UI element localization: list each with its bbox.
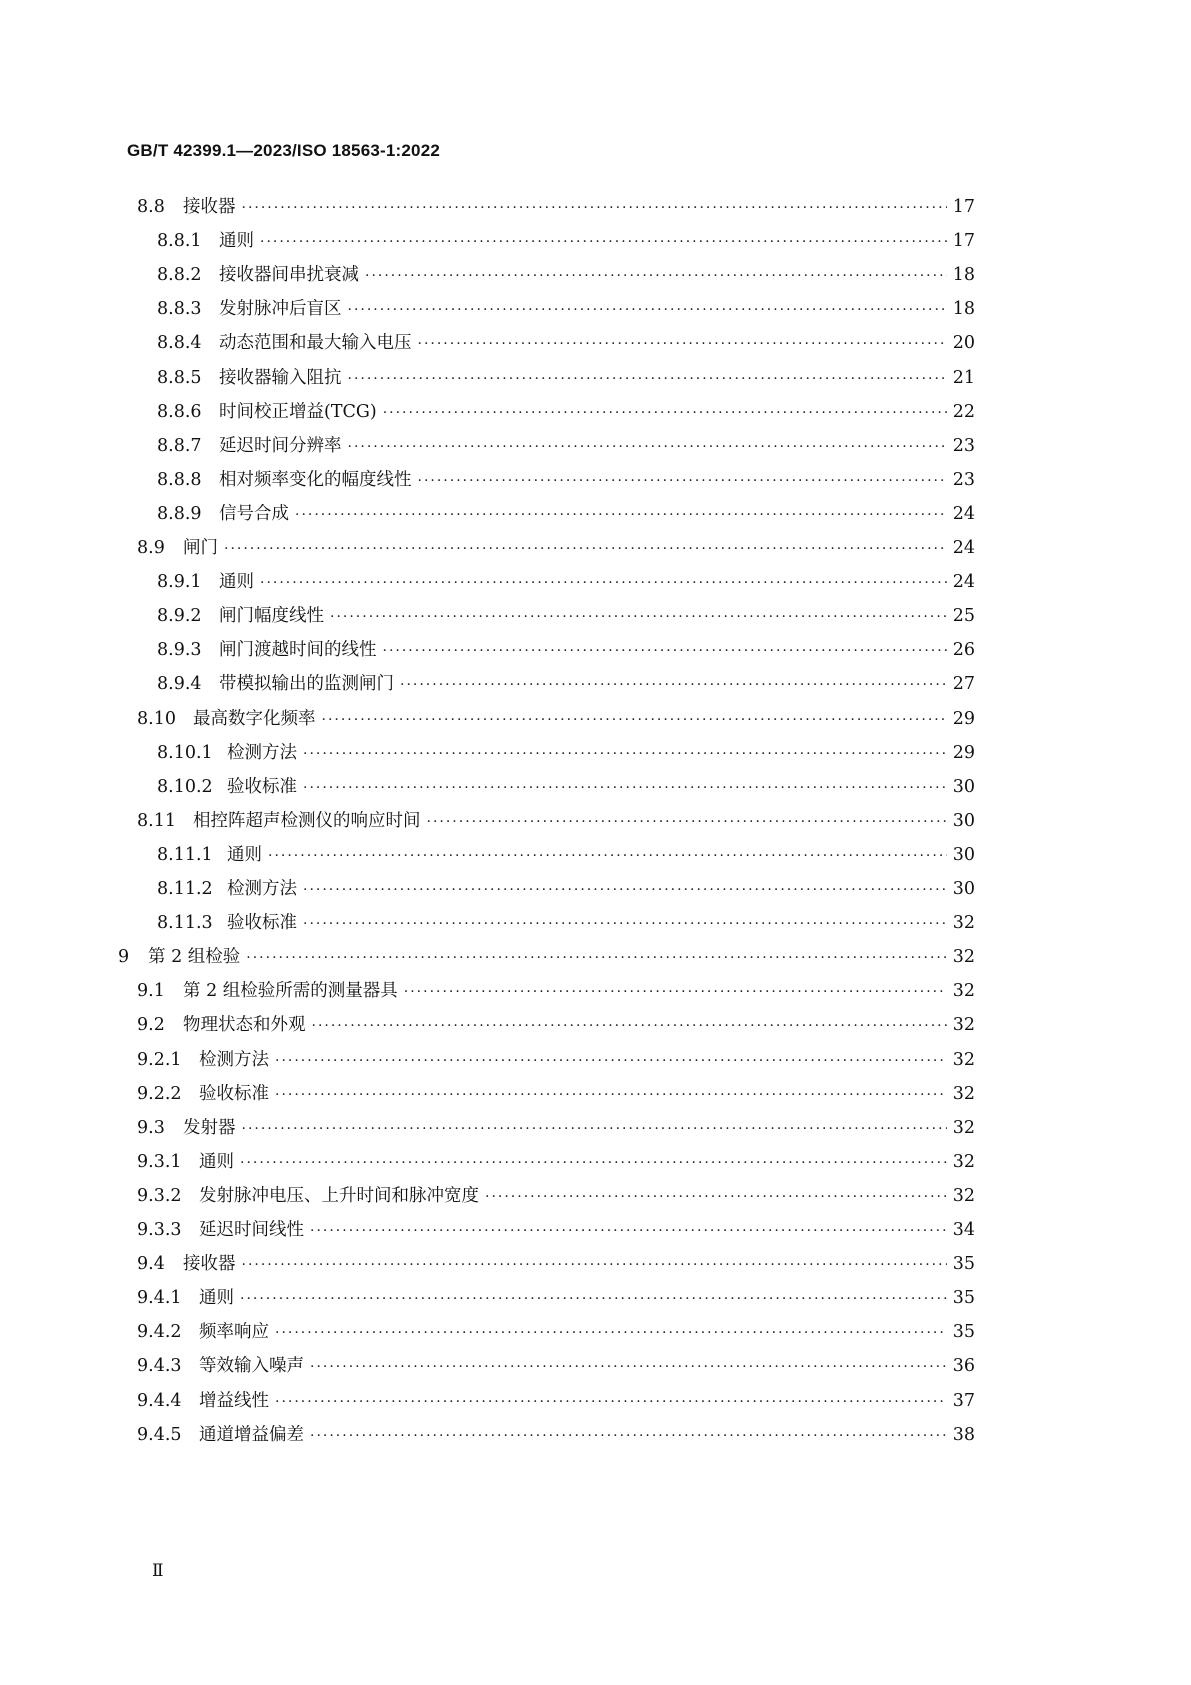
toc-leader-dots [310,1428,947,1444]
toc-leader-dots [260,575,947,591]
toc-entry[interactable] [157,739,975,765]
toc-title: 相对频率变化的幅度线性 [219,469,412,490]
toc-leader-dots [242,1121,947,1137]
toc-page-number: 18 [952,299,975,320]
toc-entry[interactable] [157,329,975,355]
toc-leader-dots [295,507,947,523]
toc-entry[interactable] [137,1114,975,1140]
toc-entry[interactable] [137,1352,975,1378]
toc-title: 闸门渡越时间的线性 [219,640,377,661]
toc-leader-dots [246,950,946,966]
toc-title: 检测方法 [227,879,297,899]
toc-title: 第 2 组检验 [148,947,241,968]
toc-page-number: 32 [952,1151,975,1172]
toc-entry[interactable] [157,466,975,492]
toc-title: 接收器间串扰衰减 [219,265,359,286]
toc-number: 8.8.8 [157,469,202,490]
toc-entry[interactable] [137,807,975,833]
toc-number: 9.4.5 [137,1424,182,1445]
toc-number: 8.11.3 [157,913,213,934]
toc-leader-dots [260,234,947,250]
toc-title: 通则 [227,844,262,865]
toc-entry[interactable] [157,364,975,390]
toc-number: 9.4.3 [137,1356,182,1377]
toc-leader-dots [303,882,947,898]
toc-leader-dots [348,302,947,318]
toc-number: 8.8.3 [157,299,202,320]
toc-title: 通则 [199,1288,234,1309]
toc-entry[interactable] [137,1011,975,1037]
toc-title: 带模拟输出的监测闸门 [219,674,394,695]
toc-number: 8.9 [137,538,165,558]
document-header: GB/T 42399.1—2023/ISO 18563-1:2022 [127,141,440,160]
toc-leader-dots [303,746,947,762]
toc-leader-dots [418,336,947,352]
toc-entry[interactable] [157,841,975,867]
toc-page-number: 37 [952,1390,975,1411]
toc-title: 闸门幅度线性 [219,606,324,627]
toc-number: 8.8.9 [157,503,202,524]
toc-number: 9.4 [137,1254,165,1275]
toc-number: 9.2 [137,1015,165,1036]
toc-leader-dots [330,609,947,625]
toc-number: 9 [118,947,130,968]
toc-entry[interactable] [137,1284,975,1310]
toc-page-number: 24 [952,503,975,524]
toc-page-number: 32 [952,1117,975,1138]
toc-page-number: 26 [952,640,975,661]
toc-entry[interactable] [157,875,975,901]
toc-leader-dots [310,1359,947,1375]
toc-title: 增益线性 [199,1390,269,1411]
toc-page-number: 30 [952,844,975,865]
toc-page-number: 23 [952,469,975,490]
toc-page-number: 32 [952,1015,975,1036]
toc-entry[interactable] [157,261,975,287]
toc-page-number: 20 [952,333,975,354]
toc-leader-dots [485,1189,947,1205]
toc-page-number: 24 [952,538,975,558]
toc-entry[interactable] [157,568,975,594]
toc-leader-dots [322,712,947,728]
toc-leader-dots [383,643,947,659]
toc-number: 9.3.3 [137,1220,182,1240]
toc-title: 通则 [219,231,254,252]
toc-page-number: 32 [952,913,975,934]
toc-leader-dots [400,677,947,693]
toc-title: 动态范围和最大输入电压 [219,333,412,354]
toc-entry[interactable] [157,432,975,458]
toc-entry[interactable] [137,1318,975,1344]
toc-leader-dots [418,473,947,489]
toc-number: 9.3.1 [137,1151,182,1172]
toc-number: 8.11.1 [157,844,213,865]
toc-leader-dots [242,200,947,216]
toc-leader-dots [365,268,947,284]
toc-number: 8.8 [137,197,165,217]
page-number: Ⅱ [152,1561,164,1581]
toc-number: 8.9.1 [157,572,202,593]
toc-title: 延迟时间线性 [199,1220,304,1240]
toc-page-number: 34 [952,1220,975,1240]
toc-number: 8.8.2 [157,265,202,286]
toc-leader-dots [383,405,947,421]
toc-entry[interactable] [157,909,975,935]
toc-page-number: 30 [952,879,975,899]
toc-title: 发射脉冲后盲区 [219,299,342,320]
toc-entry[interactable] [137,1080,975,1106]
toc-page-number: 21 [952,367,975,388]
toc-title: 发射脉冲电压、上升时间和脉冲宽度 [199,1185,479,1206]
toc-entry[interactable] [137,1421,975,1447]
toc-leader-dots [348,439,947,455]
toc-leader-dots [242,1257,947,1273]
toc-page-number: 23 [952,435,975,456]
toc-title: 频率响应 [199,1322,269,1343]
toc-number: 8.8.1 [157,231,202,252]
toc-page-number: 30 [952,776,975,797]
toc-page-number: 36 [952,1356,975,1377]
toc-number: 8.9.4 [157,674,202,695]
toc-entry[interactable] [137,1250,975,1276]
toc-entry[interactable] [137,1148,975,1174]
toc-leader-dots [240,1155,947,1171]
toc-page-number: 35 [952,1288,975,1309]
toc-page-number: 22 [952,401,975,422]
toc-number: 9.4.4 [137,1390,182,1411]
toc-number: 9.4.2 [137,1322,182,1343]
toc-title: 接收器 [183,197,236,217]
toc-leader-dots [404,984,947,1000]
toc-number: 9.2.1 [137,1049,182,1070]
toc-title: 通道增益偏差 [199,1424,304,1445]
toc-leader-dots [275,1087,947,1103]
toc-leader-dots [303,916,947,932]
toc-page-number: 27 [952,674,975,695]
toc-title: 验收标准 [227,913,297,934]
toc-entry[interactable] [157,670,975,696]
toc-title: 通则 [219,572,254,593]
toc-page-number: 32 [952,1083,975,1104]
toc-number: 8.9.2 [157,606,202,627]
toc-entry[interactable] [137,1182,975,1208]
toc-leader-dots [312,1018,947,1034]
toc-leader-dots [240,1291,947,1307]
toc-number: 8.9.3 [157,640,202,661]
toc-title: 验收标准 [199,1083,269,1104]
toc-title: 时间校正增益(TCG) [219,401,377,422]
toc-page-number: 32 [952,947,975,968]
toc-entry[interactable] [137,534,975,560]
toc-title: 发射器 [183,1117,236,1138]
toc-page-number: 35 [952,1322,975,1343]
toc-number: 9.1 [137,981,165,1002]
toc-page-number: 32 [952,1185,975,1206]
toc-entry[interactable] [137,977,975,1003]
toc-title: 第 2 组检验所需的测量器具 [183,981,398,1002]
toc-entry[interactable] [157,398,975,424]
toc-title: 物理状态和外观 [183,1015,306,1036]
toc-page-number: 24 [952,572,975,593]
toc-entry[interactable] [157,500,975,526]
toc-title: 接收器输入阻抗 [219,367,342,388]
toc-number: 9.3.2 [137,1185,182,1206]
toc-leader-dots [303,780,947,796]
toc-page-number: 18 [952,265,975,286]
toc-leader-dots [348,371,947,387]
toc-page-number: 32 [952,1049,975,1070]
toc-leader-dots [310,1223,947,1239]
toc-entry[interactable] [137,193,975,219]
toc-entry[interactable] [137,1216,975,1242]
toc-leader-dots [275,1053,947,1069]
toc-entry[interactable] [137,1387,975,1413]
toc-title: 接收器 [183,1254,236,1275]
toc-entry[interactable] [157,295,975,321]
toc-number: 8.8.5 [157,367,202,388]
toc-page-number: 30 [952,810,975,831]
toc-page-number: 38 [952,1424,975,1445]
toc-number: 9.4.1 [137,1288,182,1309]
toc-number: 8.8.6 [157,401,202,422]
toc-entry[interactable] [157,227,975,253]
toc-entry[interactable] [118,943,975,969]
toc-number: 8.8.4 [157,333,202,354]
toc-number: 9.3 [137,1117,165,1138]
toc-leader-dots [275,1394,947,1410]
toc-number: 9.2.2 [137,1083,182,1104]
toc-title: 验收标准 [227,776,297,797]
toc-title: 延迟时间分辨率 [219,435,342,456]
toc-title: 通则 [199,1151,234,1172]
toc-title: 信号合成 [219,503,289,524]
toc-title: 检测方法 [227,742,297,763]
toc-leader-dots [275,1325,947,1341]
toc-title: 等效输入噪声 [199,1356,304,1377]
toc-entry[interactable] [137,705,975,731]
toc-number: 8.10.2 [157,776,213,797]
toc-number: 8.11 [137,810,176,831]
toc-page-number: 32 [952,981,975,1002]
toc-leader-dots [427,814,947,830]
toc-leader-dots [268,848,947,864]
toc-page-number: 17 [952,197,975,217]
toc-entry[interactable] [157,636,975,662]
toc-number: 8.10.1 [157,742,213,763]
toc-number: 8.11.2 [157,879,213,899]
toc-entry[interactable] [137,1046,975,1072]
toc-entry[interactable] [157,773,975,799]
toc-page-number: 25 [952,606,975,627]
toc-entry[interactable] [157,602,975,628]
toc-title: 相控阵超声检测仪的响应时间 [193,810,421,831]
toc-leader-dots [224,541,947,557]
toc-page-number: 29 [952,708,975,729]
toc-title: 检测方法 [199,1049,269,1070]
toc-page-number: 17 [952,231,975,252]
toc-number: 8.10 [137,708,176,729]
toc-number: 8.8.7 [157,435,202,456]
toc-title: 最高数字化频率 [193,708,316,729]
toc-page-number: 35 [952,1254,975,1275]
toc-title: 闸门 [183,538,218,558]
toc-page-number: 29 [952,742,975,763]
